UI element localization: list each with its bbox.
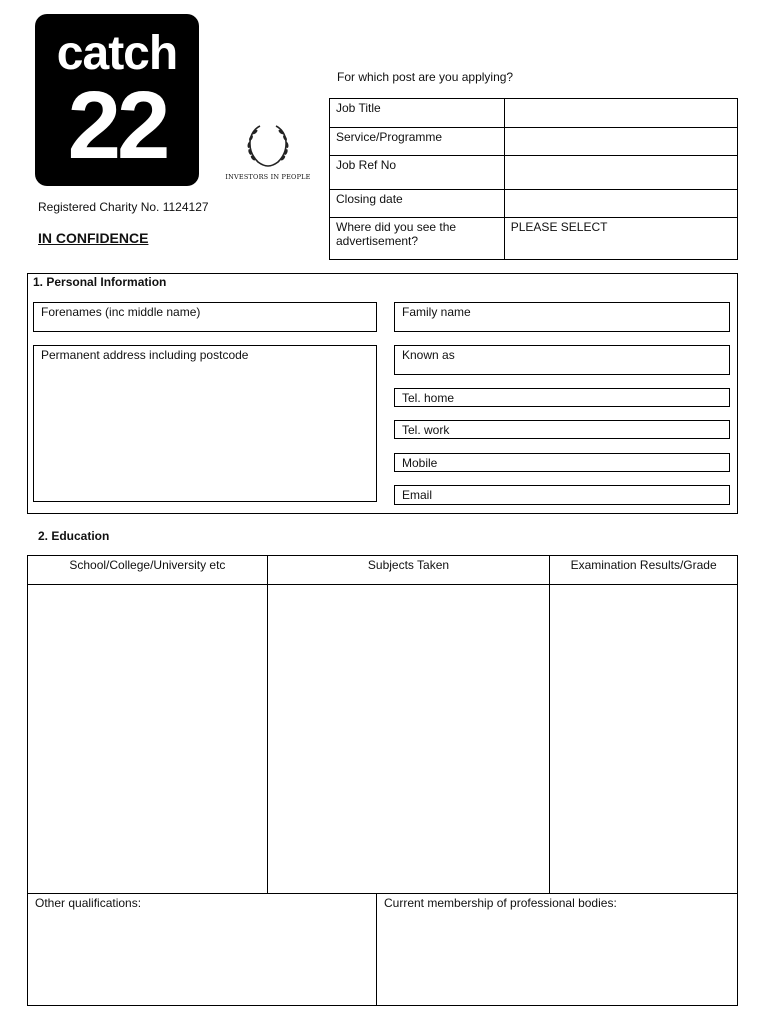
- other-qualifications-field[interactable]: [27, 893, 377, 1006]
- memberships-field[interactable]: [376, 893, 738, 1006]
- confidence-label: IN CONFIDENCE: [38, 230, 149, 246]
- email-label: Email: [402, 488, 433, 502]
- mobile-label: Mobile: [402, 456, 438, 470]
- family-name-field[interactable]: [394, 302, 730, 332]
- school-cell[interactable]: [28, 585, 268, 894]
- memberships-label: Current membership of professional bodies:: [384, 896, 617, 910]
- address-label: Permanent address including postcode: [41, 348, 249, 362]
- investors-in-people-logo: [222, 120, 314, 184]
- job-title-field[interactable]: [504, 99, 737, 128]
- closing-date-label: Closing date: [330, 190, 505, 218]
- forenames-field[interactable]: [33, 302, 377, 332]
- family-name-label: Family name: [402, 305, 471, 319]
- logo-word: catch: [56, 27, 178, 80]
- logo-number: 22: [67, 72, 167, 179]
- email-field[interactable]: [394, 485, 730, 505]
- advert-source-select[interactable]: PLEASE SELECT: [504, 218, 737, 260]
- tel-home-field[interactable]: [394, 388, 730, 407]
- results-column-header: Examination Results/Grade: [550, 556, 738, 585]
- mobile-field[interactable]: [394, 453, 730, 472]
- tel-work-field[interactable]: [394, 420, 730, 439]
- post-question: For which post are you applying?: [337, 70, 514, 84]
- forenames-label: Forenames (inc middle name): [41, 305, 201, 319]
- laurel-wreath-icon: [222, 120, 314, 172]
- tel-work-label: Tel. work: [402, 423, 450, 437]
- tel-home-label: Tel. home: [402, 391, 455, 405]
- education-table: [27, 555, 738, 894]
- job-title-label: Job Title: [330, 99, 505, 128]
- other-qualifications-label: Other qualifications:: [35, 896, 142, 910]
- personal-information-heading: 1. Personal Information: [33, 275, 167, 289]
- known-as-field[interactable]: [394, 345, 730, 375]
- post-table: [329, 98, 738, 260]
- advert-source-label: Where did you see the advertisement?: [330, 218, 505, 260]
- iip-label: INVESTORS IN PEOPLE: [225, 173, 311, 181]
- job-ref-label: Job Ref No: [330, 156, 505, 190]
- closing-date-field[interactable]: [504, 190, 737, 218]
- school-column-header: School/College/University etc: [28, 556, 268, 585]
- service-programme-field[interactable]: [504, 128, 737, 156]
- address-field[interactable]: [33, 345, 377, 502]
- education-heading: 2. Education: [38, 529, 110, 543]
- charity-number: Registered Charity No. 1124127: [38, 200, 209, 214]
- service-programme-label: Service/Programme: [330, 128, 505, 156]
- subjects-column-header: Subjects Taken: [267, 556, 549, 585]
- catch22-logo: [35, 14, 199, 186]
- results-cell[interactable]: [550, 585, 738, 894]
- subjects-cell[interactable]: [267, 585, 549, 894]
- job-ref-field[interactable]: [504, 156, 737, 190]
- known-as-label: Known as: [402, 348, 455, 362]
